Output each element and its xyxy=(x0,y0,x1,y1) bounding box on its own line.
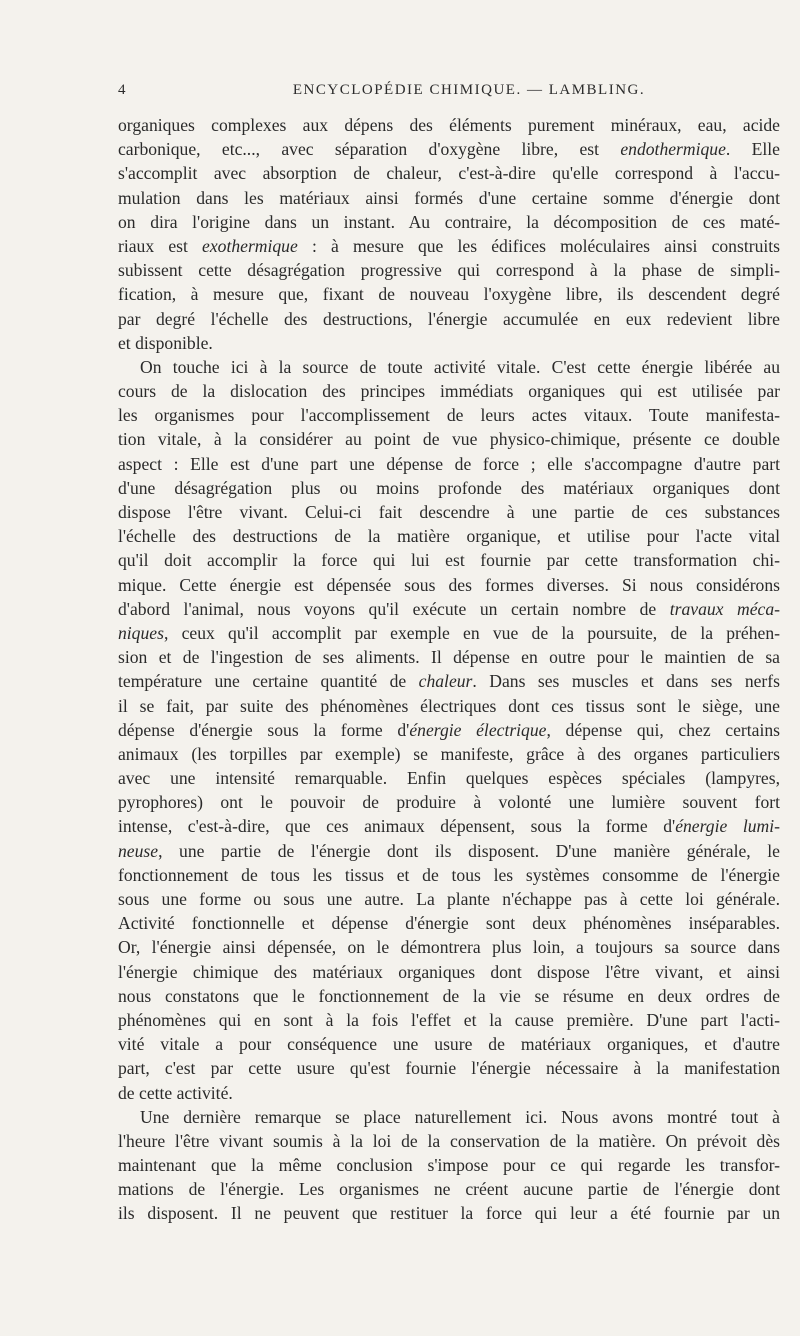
text-line: aspect : Elle est d'une part une dépense de force ; elle s'accompagne d'autre part xyxy=(118,453,780,474)
text-line: sous une forme ou sous une autre. La plante n'échappe pas à cette loi générale. xyxy=(118,889,780,909)
text-line: dispose l'être vivant. Celui-ci fait descendre à une partie de ces substances xyxy=(118,502,780,522)
text-line: nous constatons que le fonctionnement de la vie se résume en deux ordres de xyxy=(118,985,780,1006)
text-line: tion vitale, à la considérer au point de vue physico-chimique, présente ce double xyxy=(118,429,780,450)
text-line: Or, l'énergie ainsi dépensée, on le démontrera plus loin, a toujours sa source dans xyxy=(118,937,780,958)
page-number: 4 xyxy=(118,82,127,98)
running-title: ENCYCLOPÉDIE CHIMIQUE. — LAMBLING. xyxy=(292,82,646,98)
text-line: qu'il doit accomplir la force qui lui est fournie par cette transformation chi- xyxy=(118,550,780,571)
text-line: l'échelle des destructions de la matière organique, et utilise pour l'acte vital xyxy=(118,526,780,547)
text-line: subissent cette désagrégation progressive qui correspond à la phase de simpli- xyxy=(118,260,780,281)
text-line: pyrophores) ont le pouvoir de produire à volonté une lumière souvent fort xyxy=(118,792,780,813)
text-line: les organismes pour l'accomplissement de leurs actes vitaux. Toute manifesta- xyxy=(118,405,780,426)
text-line: l'énergie chimique des matériaux organiques dont dispose l'être vivant, et ainsi xyxy=(118,961,780,982)
text-line: avec une intensité remarquable. Enfin quelques espèces spéciales (lampyres, xyxy=(118,768,780,789)
text-line: riaux est exothermique : à mesure que les édifices moléculaires ainsi construits xyxy=(118,235,780,256)
text-line: Une dernière remarque se place naturellement ici. Nous avons montré tout à xyxy=(140,1106,780,1127)
text-line: mulation dans les matériaux ainsi formés d'une certaine somme d'énergie dont xyxy=(118,187,780,208)
text-line: vité vitale a pour conséquence une usure de matériaux organiques, et d'autre xyxy=(118,1034,780,1055)
text-line: animaux (les torpilles par exemple) se manifeste, grâce à des organes particuliers xyxy=(118,743,780,764)
text-line: intense, c'est-à-dire, que ces animaux dépensent, sous la forme d'énergie lumi- xyxy=(118,816,780,837)
text-line: ils disposent. Il ne peuvent que restituer la force qui leur a été fournie par un xyxy=(118,1203,780,1224)
text-line: fication, à mesure que, fixant de nouveau l'oxygène libre, ils descendent degré xyxy=(118,284,780,305)
text-line: il se fait, par suite des phénomènes électriques dont ces tissus sont le siège, une xyxy=(118,695,780,716)
text-line: mique. Cette énergie est dépensée sous des formes diverses. Si nous considérons xyxy=(118,574,780,595)
text-line: d'une désagrégation plus ou moins profonde des matériaux organiques dont xyxy=(118,477,780,498)
text-line: neuse, une partie de l'énergie dont ils disposent. D'une manière générale, le xyxy=(118,840,780,861)
text-line: phénomènes qui en sont à la fois l'effet et la cause première. D'une part l'acti- xyxy=(118,1009,780,1030)
text-line: Activité fonctionnelle et dépense d'énergie sont deux phénomènes inséparables. xyxy=(118,913,780,934)
text-line: On touche ici à la source de toute activité vitale. C'est cette énergie libérée au xyxy=(140,356,780,377)
body-text xyxy=(118,113,780,1226)
text-line: dépense d'énergie sous la forme d'énergie électrique, dépense qui, chez certains xyxy=(118,719,780,740)
text-line: l'heure l'être vivant soumis à la loi de la conservation de la matière. On prévoit dès xyxy=(118,1130,780,1151)
text-line: maintenant que la même conclusion s'impose pour ce qui regarde les transfor- xyxy=(118,1155,780,1176)
text-line: température une certaine quantité de chaleur. Dans ses muscles et dans ses nerfs xyxy=(118,671,780,692)
text-line: cours de la dislocation des principes immédiats organiques qui est utilisée par xyxy=(118,381,780,402)
text-line: carbonique, etc..., avec séparation d'oxygène libre, est endothermique. Elle xyxy=(118,139,780,160)
text-line: mations de l'énergie. Les organismes ne créent aucune partie de l'énergie dont xyxy=(118,1179,780,1200)
text-line: s'accomplit avec absorption de chaleur, c'est-à-dire qu'elle correspond à l'accu- xyxy=(118,163,780,184)
text-line: sion et de l'ingestion de ses aliments. Il dépense en outre pour le maintien de sa xyxy=(118,647,780,668)
text-line: organiques complexes aux dépens des éléments purement minéraux, eau, acide xyxy=(118,115,780,135)
page-header xyxy=(118,82,780,106)
text-line: d'abord l'animal, nous voyons qu'il exécute un certain nombre de travaux méca- xyxy=(118,598,780,619)
text-line: fonctionnement de tous les tissus et de tous les systèmes consomme de l'énergie xyxy=(118,864,780,885)
text-line: par degré l'échelle des destructions, l'énergie accumulée en eux redevient libre xyxy=(118,308,780,329)
text-line: de cette activité. xyxy=(118,1082,233,1103)
text-line: niques, ceux qu'il accomplit par exemple en vue de la poursuite, de la préhen- xyxy=(118,622,780,643)
text-line: et disponible. xyxy=(118,332,213,353)
text-line: on dira l'origine dans un instant. Au contraire, la décomposition de ces maté- xyxy=(118,211,780,232)
text-line: part, c'est par cette usure qu'est fournie l'énergie nécessaire à la manifestation xyxy=(118,1058,780,1079)
